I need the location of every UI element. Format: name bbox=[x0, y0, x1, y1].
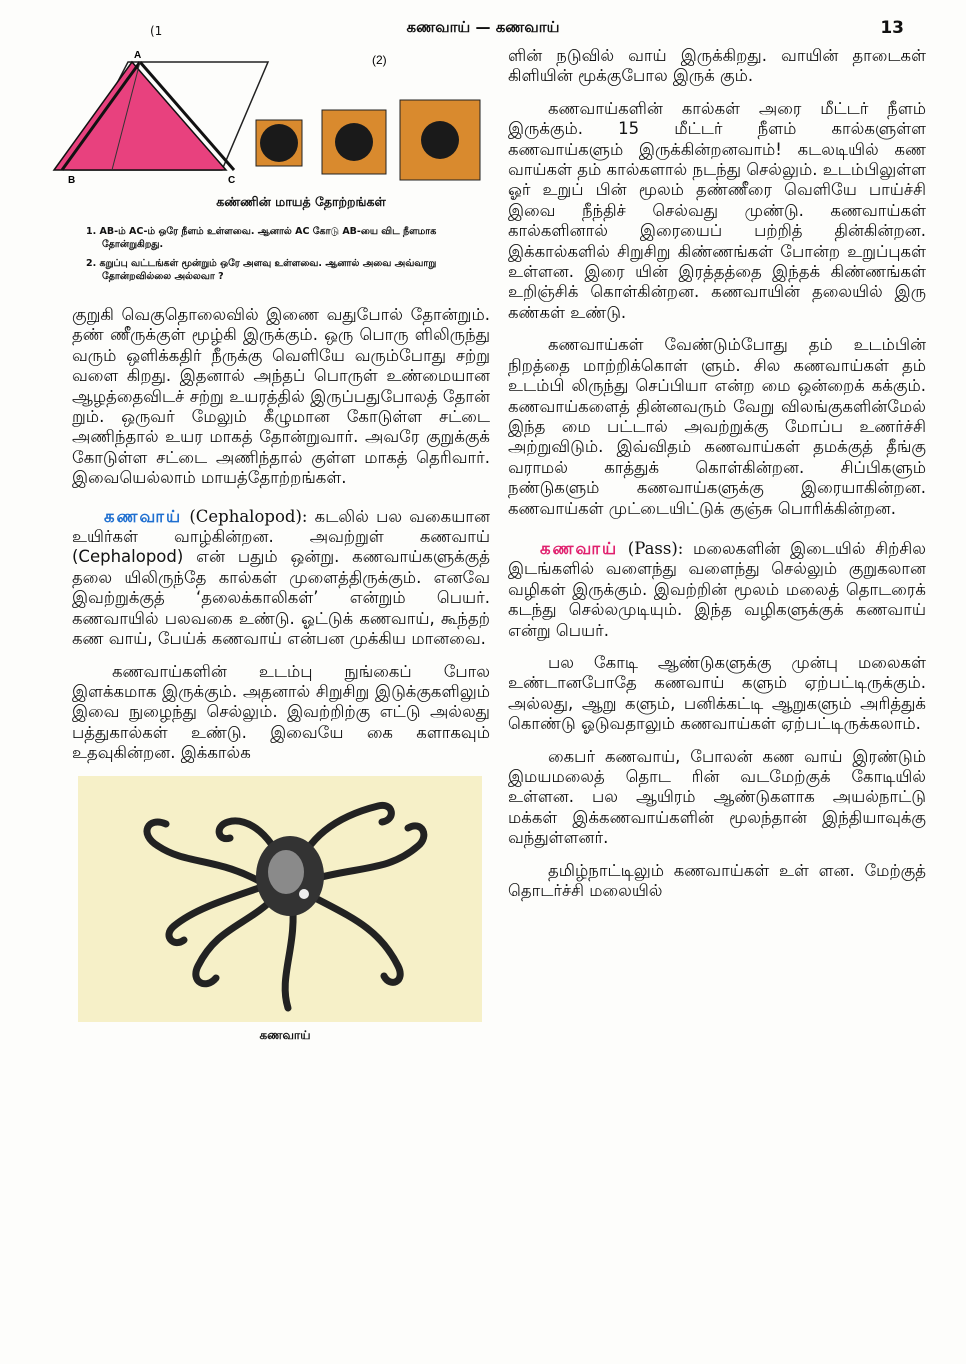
pink-triangle bbox=[54, 62, 226, 170]
vertex-c-label: C bbox=[228, 175, 236, 186]
medium-square-dot bbox=[335, 123, 373, 161]
pass-body: மலைகளின் இடையில் சிற்சில இடங்களில் வளைந்து வளைந்து செல்லும் குறுகலான வழிகள் இருக்கும். இவற்றின் மூலம் மலைத் தொடரைக் கடந்து செல்லமுடியும். இந்த வழிகளுக்குக் கணவாய் என்று பெயர். bbox=[508, 538, 926, 640]
paragraph-tamilnadu: தமிழ்நாட்டிலும் கணவாய்கள் உள் ளன. மேற்குத் தொடர்ச்சி மலையில் bbox=[508, 860, 926, 901]
paragraph-formation: பல கோடி ஆண்டுகளுக்கு முன்பு மலைகள் உண்டானபோதே கணவாய் களும் ஏற்பட்டிருக்கும். அல்லது, ஆறு களும், பனிக்கட்டி ஆறுகளும் அரித்துக் கொண்டு ஓடுவதாலும் கணவாய்கள் ஏற்பட்டிருக்கலாம். bbox=[508, 652, 926, 734]
heading-pass-latin: (Pass): bbox=[618, 538, 694, 558]
heading-cephalopod: கணவாய் bbox=[104, 506, 183, 526]
paragraph-khyber: கைபர் கணவாய், போலன் கண வாய் இரண்டும் இமயமலைத் தொட ரின் வடமேற்குக் கோடியில் உள்ளன. பல ஆயிரம் ஆண்டுகளாக அயல்நாட்டு மக்கள் இக்கணவாய்களின் மூலந்தான் இந்தியாவுக்கு வந்துள்ளனர். bbox=[508, 746, 926, 848]
octopus-caption: கணவாய் bbox=[259, 1027, 311, 1042]
octopus-illustration bbox=[78, 776, 482, 1022]
octopus-drawing bbox=[78, 776, 482, 1022]
vertex-a-label: A bbox=[134, 50, 142, 61]
paragraph-pass bbox=[508, 539, 926, 641]
figure-caption: கண்ணின் மாயத் தோற்றங்கள் bbox=[216, 194, 386, 209]
paragraph-legs: கணவாய்களின் கால்கள் அரை மீட்டர் நீளம் இருக்கும். 15 மீட்டர் நீளம் கால்களுள்ள கணவாய்களும் இருக்கின்றனவாம்! கடலடியில் கண வாய்கள் தம் கால்களால் நடந்து செல்லும். உடம்பிலுள்ள ஓர் உறுப் பின் மூலம் தண்ணீரை வெளியே பாய்ச்சி இவை நீந்திச் செல்வது முண்டு. கணவாய்கள் கால்களினால் இரையைப் பற்றித் தின்கின்றன. இக்கால்களில் சிறுசிறு கிண்ணங்கள் போன்ற உறுப்புகள் உள்ளன. இரை யின் இரத்தத்தை இந்தக் கிண்ணங்கள் உறிஞ்சிக் கொள்கின்றன. கணவாயின் தலையில் இரு கண்கள் உண்டு. bbox=[508, 98, 926, 322]
right-column bbox=[508, 46, 926, 901]
figure-note-1: 1. AB-ம் AC-ம் ஒரே நீளம் உள்ளவை. ஆனால் AC கோடு AB-யை விட நீளமாக தோன்றுகிறது. bbox=[86, 226, 437, 250]
running-title: கணவாய் — கணவாய் bbox=[406, 18, 560, 36]
figure-1-marker: (1 bbox=[150, 24, 163, 38]
vertex-b-label: B bbox=[68, 175, 76, 186]
figure-note-2: 2. கறுப்பு வட்டங்கள் மூன்றும் ஒரே அளவு உள்ளவை. ஆனால் அவை அவ்வாறு தோன்றவில்லை அல்லவா ? bbox=[86, 258, 437, 282]
cephalopod-body: கடலில் பல வகையான உயிர்கள் வாழ்கின்றன. அவற்றுள் கணவாய் (Cephalopod) என் பதும் ஒன்று. கணவாய்களுக்குத் தலை யிலிருந்தே கால்கள் முளைத்திருக்கும். எனவே இவற்றுக்குத் ‘தலைக்காலிகள்’ என்றும் பெயர். கணவாயில் பலவகை உண்டு. ஓட்டுக் கணவாய், கூந்தற் கண வாய், பேய்க் கணவாய் என்பன முக்கிய மானவை. bbox=[72, 506, 490, 649]
figure-notes bbox=[86, 225, 490, 283]
figure-2-label: (2) bbox=[372, 53, 387, 67]
paragraph-cephalopod bbox=[72, 507, 490, 650]
heading-pass: கணவாய் bbox=[540, 538, 619, 558]
small-square-dot bbox=[260, 124, 298, 162]
page-header bbox=[0, 8, 966, 36]
illusion-figure bbox=[68, 40, 490, 188]
paragraph-mouth: ளின் நடுவில் வாய் இருக்கிறது. வாயின் தாடைகள் கிளியின் மூக்குபோல இருக் கும். bbox=[508, 46, 926, 86]
paragraph-illusion: குறுகி வெகுதொலைவில் இணை வதுபோல் தோன்றும். தண் ணீருக்குள் மூழ்கி இருக்கும். ஒரு பொரு ளிலிருந்து வரும் ஒளிக்கதிர் நீருக்கு வெளியே வரும்போது சற்று வளை கிறது. இதனால் அந்தப் பொருள் உண்மையான ஆழத்தைவிடச் சற்று உயரத்தில் இருப்பதுபோலத் தோன் றும். ஒருவர் மேலும் கீழுமான கோடுள்ள சட்டை அணிந்தால் உயர மாகத் தோன்றுவார். அவரே குறுக்குக் கோடுள்ள சட்டை அணிந்தால் குள்ள மாகத் தெரிவார். இவையெல்லாம் மாயத்தோற்றங்கள். bbox=[72, 305, 490, 488]
paragraph-colour-ink: கணவாய்கள் வேண்டும்போது தம் உடம்பின் நிறத்தை மாற்றிக்கொள் ளும். சில கணவாய்கள் தம் உடம்பி லிருந்து செப்பியா என்ற மை ஒன்றைக் கக்கும். கணவாய்களைத் தின்னவரும் வேறு விலங்குகளின்மேல் இந்த மை பட்டால் அவற்றுக்கு மோப்ப உணர்ச்சி அற்றுவிடும். இவ்விதம் கணவாய்கள் தமக்குத் தீங்கு வராமல் காத்துக் கொள்கின்றன. சிப்பிகளும் நண்டுகளும் கணவாய்களுக்கு இரையாகின்றன. கணவாய்கள் முட்டையிட்டுக் குஞ்சு பொரிக்கின்றன. bbox=[508, 335, 926, 518]
page-number: 13 bbox=[880, 18, 904, 38]
large-square-dot bbox=[421, 121, 459, 159]
paragraph-body-soft: கணவாய்களின் உடம்பு நுங்கைப் போல இளக்கமாக இருக்கும். அதனால் சிறுசிறு இடுக்குகளிலும் இவை நுழைந்து செல்லும். இவற்றிற்கு எட்டு அல்லது பத்துகால்கள் உண்டு. இவையே கை களாகவும் உதவுகின்றன. இக்கால்க bbox=[72, 661, 490, 763]
left-column bbox=[68, 40, 490, 1044]
heading-cephalopod-latin: (Cephalopod): bbox=[182, 506, 315, 526]
illusion-diagram bbox=[68, 40, 490, 188]
